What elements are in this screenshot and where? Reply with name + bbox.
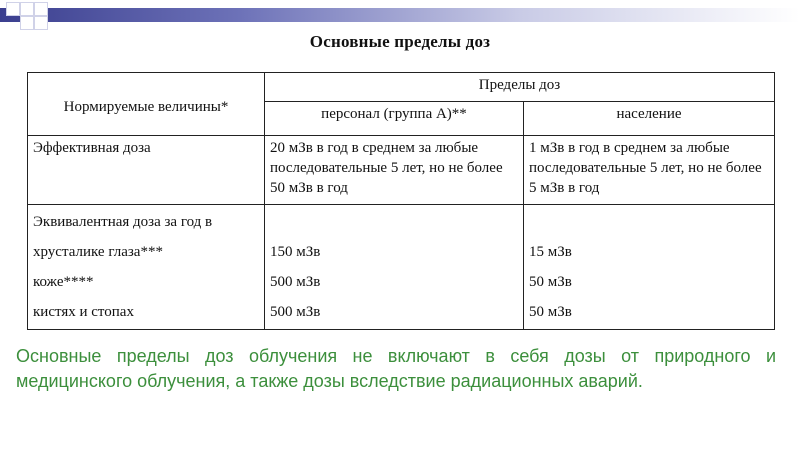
- header-quantities: Нормируемые величины*: [28, 73, 265, 136]
- effective-dose-population: 1 мЗв в год в среднем за любые последовательные 5 лет, но не более 5 мЗв в год: [524, 136, 775, 205]
- organ-label-eye: хрусталике глаза***: [33, 244, 163, 260]
- table-header-row: [28, 73, 775, 102]
- table-row: [28, 205, 775, 330]
- header-limits: Пределы доз: [265, 73, 775, 102]
- header-population: население: [524, 102, 775, 136]
- effective-dose-personnel: 20 мЗв в год в среднем за любые последовательные 5 лет, но не более 50 мЗв в год: [265, 136, 524, 205]
- population-skin-value: 50 мЗв: [529, 274, 572, 290]
- population-eye-value: 15 мЗв: [529, 244, 572, 260]
- slide-note: Основные пределы доз облучения не включают в себя дозы от природного и медицинского облучения, а также дозы вследствие радиационных аварий.: [16, 346, 776, 391]
- header-decor-squares: [6, 0, 66, 30]
- slide-title: Основные пределы доз: [309, 32, 491, 51]
- population-hands-feet-value: 50 мЗв: [529, 304, 572, 320]
- effective-dose-label: Эффективная доза: [28, 136, 265, 205]
- personnel-eye-value: 150 мЗв: [270, 244, 321, 260]
- personnel-skin-value: 500 мЗв: [270, 274, 321, 290]
- organ-label-skin: коже****: [33, 274, 94, 290]
- equivalent-dose-population-cell: [524, 205, 775, 330]
- table-row: [28, 136, 775, 205]
- organ-label-hands-feet: кистях и стопах: [33, 304, 134, 320]
- equivalent-dose-personnel-cell: [265, 205, 524, 330]
- equivalent-dose-label: Эквивалентная доза за год в: [33, 214, 213, 230]
- dose-limits-table: [27, 72, 775, 330]
- header-personnel: персонал (группа А)**: [265, 102, 524, 136]
- header-decor-bar: [0, 8, 800, 22]
- personnel-hands-feet-value: 500 мЗв: [270, 304, 321, 320]
- equivalent-dose-cell: [28, 205, 265, 330]
